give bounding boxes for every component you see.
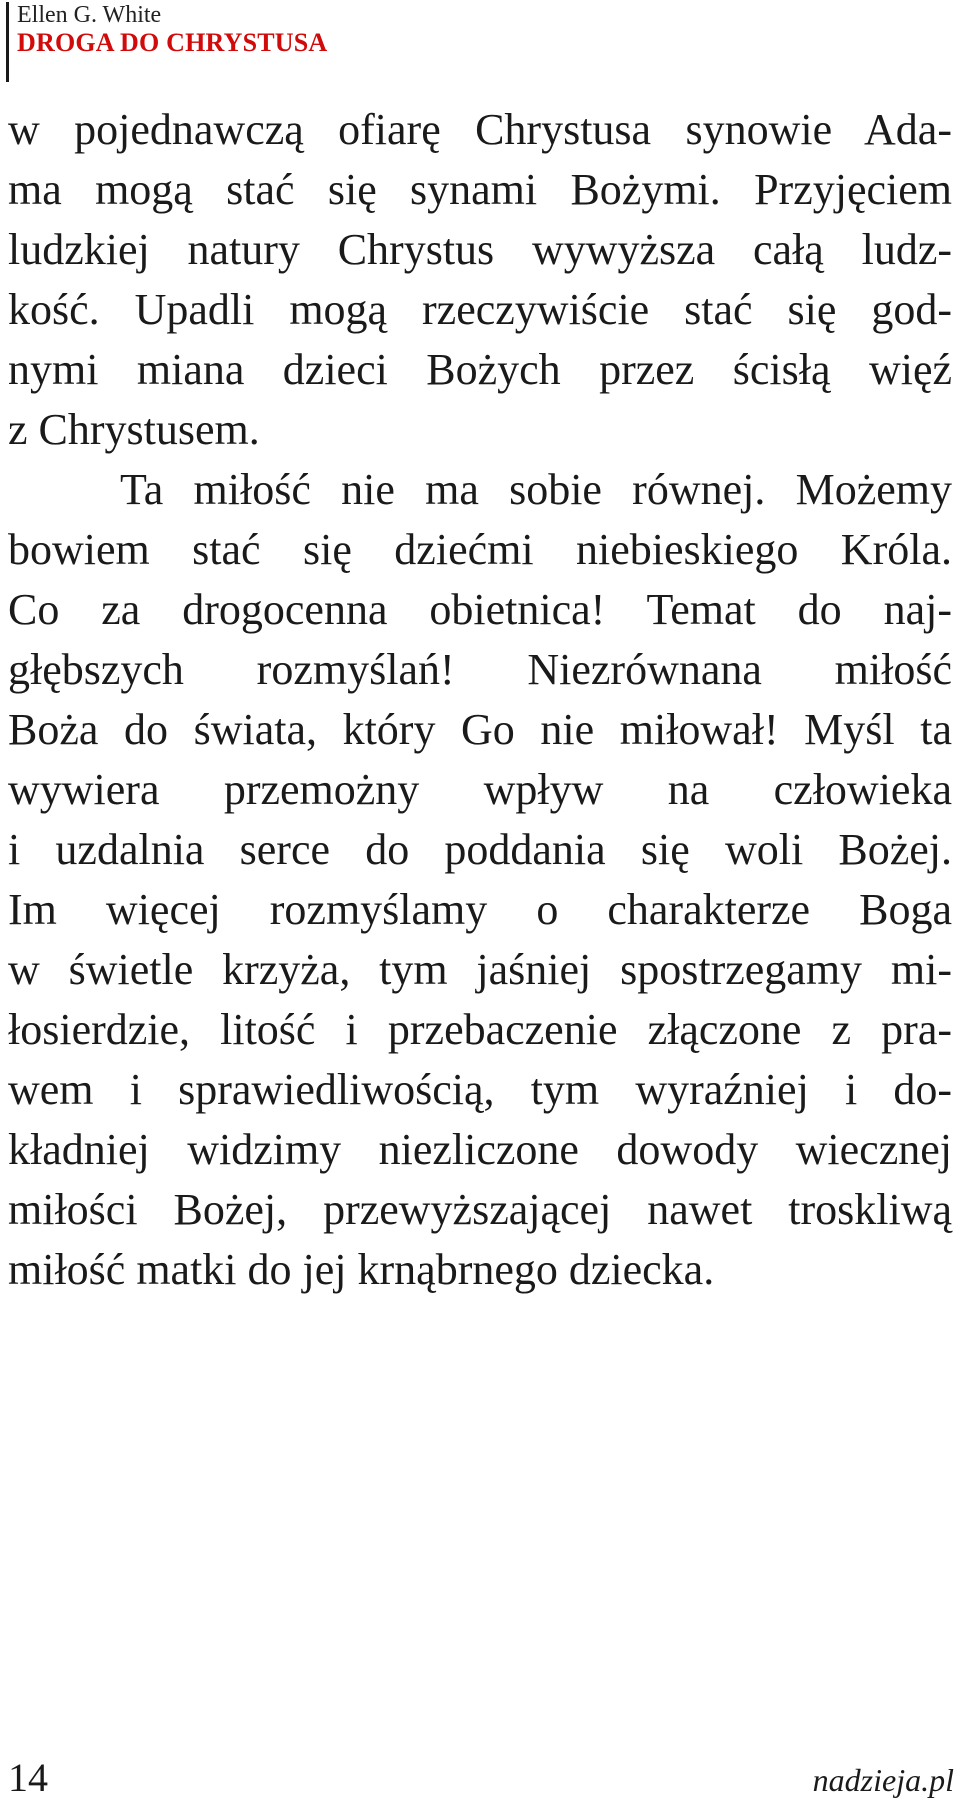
text-line: i uzdalnia serce do poddania się woli Bożej.: [8, 825, 952, 874]
text-line: kładniej widzimy niezliczone dowody wiecznej: [8, 1125, 952, 1174]
text-line: wywiera przemożny wpływ na człowieka: [8, 765, 952, 814]
author-name: Ellen G. White: [17, 2, 162, 28]
text-line: w pojednawczą ofiarę Chrystusa synowie Ada-: [8, 105, 952, 154]
text-line: ludzkiej natury Chrystus wywyższa całą ludz-: [8, 225, 952, 274]
text-line: łosierdzie, litość i przebaczenie złączone z pra-: [8, 1005, 952, 1054]
text-line: z Chrystusem.: [8, 405, 260, 454]
text-line: miłości Bożej, przewyższającej nawet troskliwą: [8, 1185, 952, 1234]
website-link[interactable]: nadzieja.pl: [812, 1762, 954, 1798]
text-line: wem i sprawiedliwością, tym wyraźniej i do-: [8, 1065, 952, 1114]
text-line: ma mogą stać się synami Bożymi. Przyjęciem: [8, 165, 952, 214]
text-line: Boża do świata, który Go nie miłował! Myśl ta: [8, 705, 952, 754]
text-line: bowiem stać się dziećmi niebieskiego Króla.: [8, 525, 952, 574]
text-line: Ta miłość nie ma sobie równej. Możemy: [120, 465, 952, 514]
running-header: [6, 2, 327, 82]
text-line: Co za drogocenna obietnica! Temat do naj-: [8, 585, 952, 634]
page-number: 14: [8, 1755, 48, 1800]
paragraph: [0, 100, 960, 460]
text-line: kość. Upadli mogą rzeczywiście stać się god-: [8, 285, 952, 334]
paragraph: [0, 460, 960, 1300]
text-line: w świetle krzyża, tym jaśniej spostrzegamy mi-: [8, 945, 952, 994]
body-text: [0, 100, 960, 1300]
book-title: DROGA DO CHRYSTUSA: [17, 28, 328, 57]
text-line: nymi miana dzieci Bożych przez ścisłą więź: [8, 345, 952, 394]
text-line: Im więcej rozmyślamy o charakterze Boga: [8, 885, 952, 934]
text-line: głębszych rozmyślań! Niezrównana miłość: [8, 645, 952, 694]
text-line: miłość matki do jej krnąbrnego dziecka.: [8, 1245, 715, 1294]
